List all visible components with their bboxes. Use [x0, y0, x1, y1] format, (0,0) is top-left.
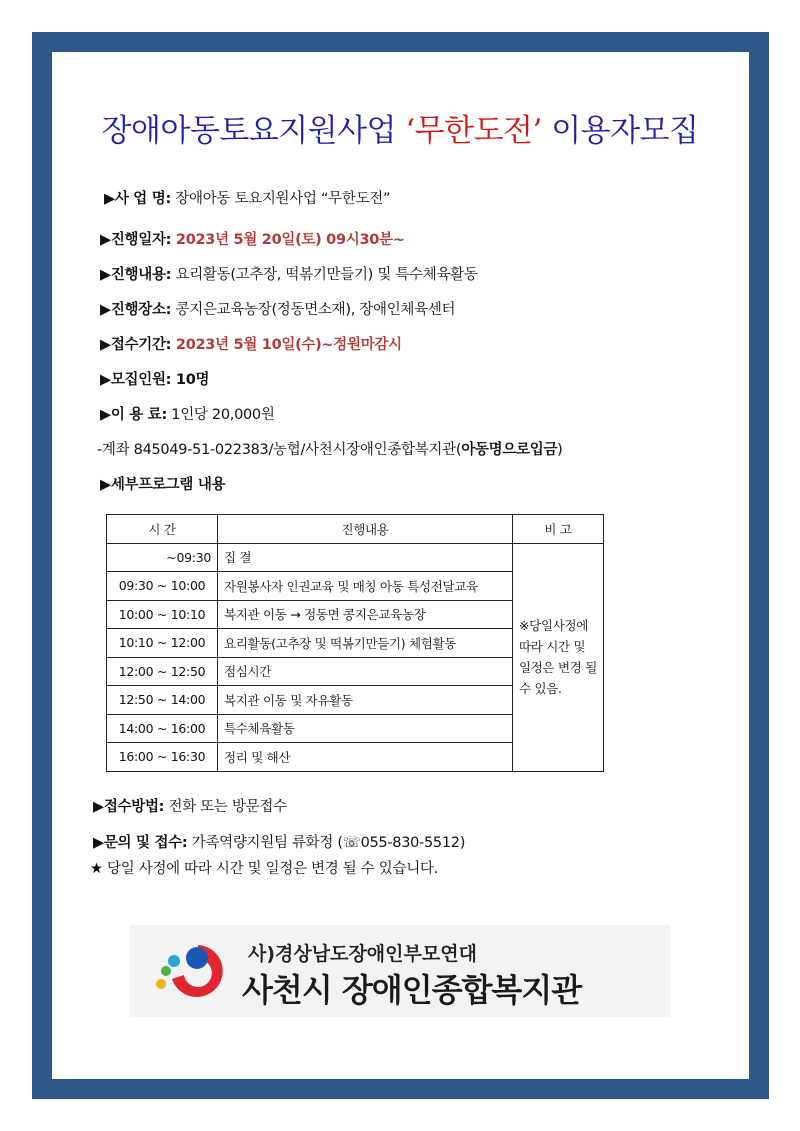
- row-activity: 점심시간: [218, 657, 513, 686]
- info-place-value: 콩지은교육농장(정동면소재), 장애인체육센터: [171, 302, 456, 318]
- row-activity: 집 결: [218, 543, 513, 572]
- header-time: 시 간: [107, 515, 218, 544]
- contact-inquiry-row: [93, 831, 465, 852]
- info-capacity-value: 10명: [171, 372, 210, 388]
- info-capacity-row: [100, 368, 209, 389]
- title-part-3: 이용자모집: [541, 113, 699, 149]
- info-account-end: ): [557, 442, 563, 458]
- info-name-value: 장애아동 토요지원사업 “무한도전”: [170, 191, 391, 207]
- info-date-row: [100, 228, 405, 249]
- info-name-row: [104, 187, 390, 208]
- schedule-note: ※당일사정에 따라 시간 및 일정은 변경 될 수 있음.: [513, 543, 604, 771]
- info-name-label: ▶사 업 명:: [104, 191, 171, 207]
- info-account-text: -계좌 845049-51-022383/농협/사천시장애인종합복지관(: [97, 442, 462, 458]
- info-place-row: [100, 298, 455, 319]
- contact-method-value: 전화 또는 방문접수: [164, 799, 287, 815]
- program-heading: ▶세부프로그램 내용: [100, 477, 226, 493]
- contact-inquiry-value: 가족역량지원팀 류화정 (☏055-830-5512): [187, 835, 466, 851]
- info-fee-value: 1인당 20,000원: [166, 407, 275, 423]
- table-row: [107, 543, 604, 572]
- row-activity: 자원봉사자 인권교육 및 매칭 아동 특성전달교육: [218, 572, 513, 601]
- info-content-row: [100, 263, 478, 284]
- title-part-2: ‘무한도전’: [405, 113, 542, 149]
- info-date-label: ▶진행일자:: [100, 232, 172, 248]
- info-date-value: 2023년 5월 20일(토) 09시30분~: [171, 232, 405, 248]
- row-activity: 요리활동(고추장 및 떡볶기만들기) 체험활동: [218, 629, 513, 658]
- row-time: 09:30 ~ 10:00: [107, 572, 218, 601]
- info-fee-row: [100, 403, 275, 424]
- notice-row: [90, 857, 438, 878]
- logo-subtitle: 사)경상남도장애인부모연대: [248, 943, 477, 965]
- header-activity: 진행내용: [218, 515, 513, 544]
- row-time: 12:50 ~ 14:00: [107, 686, 218, 715]
- organization-logo: [130, 925, 670, 1017]
- info-account-bold: 아동명으로입금: [461, 442, 558, 458]
- header-note: 비 고: [513, 515, 604, 544]
- row-activity: 복지관 이동 및 자유활동: [218, 686, 513, 715]
- info-fee-label: ▶이 용 료:: [100, 407, 167, 423]
- row-time: 10:10 ~ 12:00: [107, 629, 218, 658]
- info-reception-value: 2023년 5월 10일(수)~정원마감시: [171, 337, 402, 353]
- row-time: ~09:30: [107, 543, 218, 572]
- row-time: 14:00 ~ 16:00: [107, 714, 218, 743]
- info-account-row: [97, 438, 563, 459]
- row-time: 16:00 ~ 16:30: [107, 743, 218, 772]
- info-reception-row: [100, 333, 402, 354]
- contact-method-row: [93, 795, 287, 816]
- program-heading-row: [100, 473, 225, 494]
- contact-inquiry-label: ▶문의 및 접수:: [93, 835, 188, 851]
- row-activity: 특수체육활동: [218, 714, 513, 743]
- info-content-value: 요리활동(고추장, 떡볶기만들기) 및 특수체육활동: [171, 267, 478, 283]
- notice-text: ★ 당일 사정에 따라 시간 및 일정은 변경 될 수 있습니다.: [90, 861, 438, 877]
- row-activity: 정리 및 해산: [218, 743, 513, 772]
- schedule-table: [106, 514, 604, 772]
- info-content-label: ▶진행내용:: [100, 267, 172, 283]
- row-time: 12:00 ~ 12:50: [107, 657, 218, 686]
- logo-emblem-icon: [148, 941, 230, 1003]
- info-place-label: ▶진행장소:: [100, 302, 172, 318]
- schedule-header-row: [107, 515, 604, 544]
- title-part-1: 장애아동토요지원사업: [101, 113, 406, 149]
- page-title: [0, 105, 800, 150]
- row-time: 10:00 ~ 10:10: [107, 600, 218, 629]
- contact-method-label: ▶접수방법:: [93, 799, 165, 815]
- logo-main-title: 사천시 장애인종합복지관: [242, 971, 582, 1009]
- info-capacity-label: ▶모집인원:: [100, 372, 172, 388]
- row-activity: 복지관 이동 → 정동면 콩지은교육농장: [218, 600, 513, 629]
- info-reception-label: ▶접수기간:: [100, 337, 172, 353]
